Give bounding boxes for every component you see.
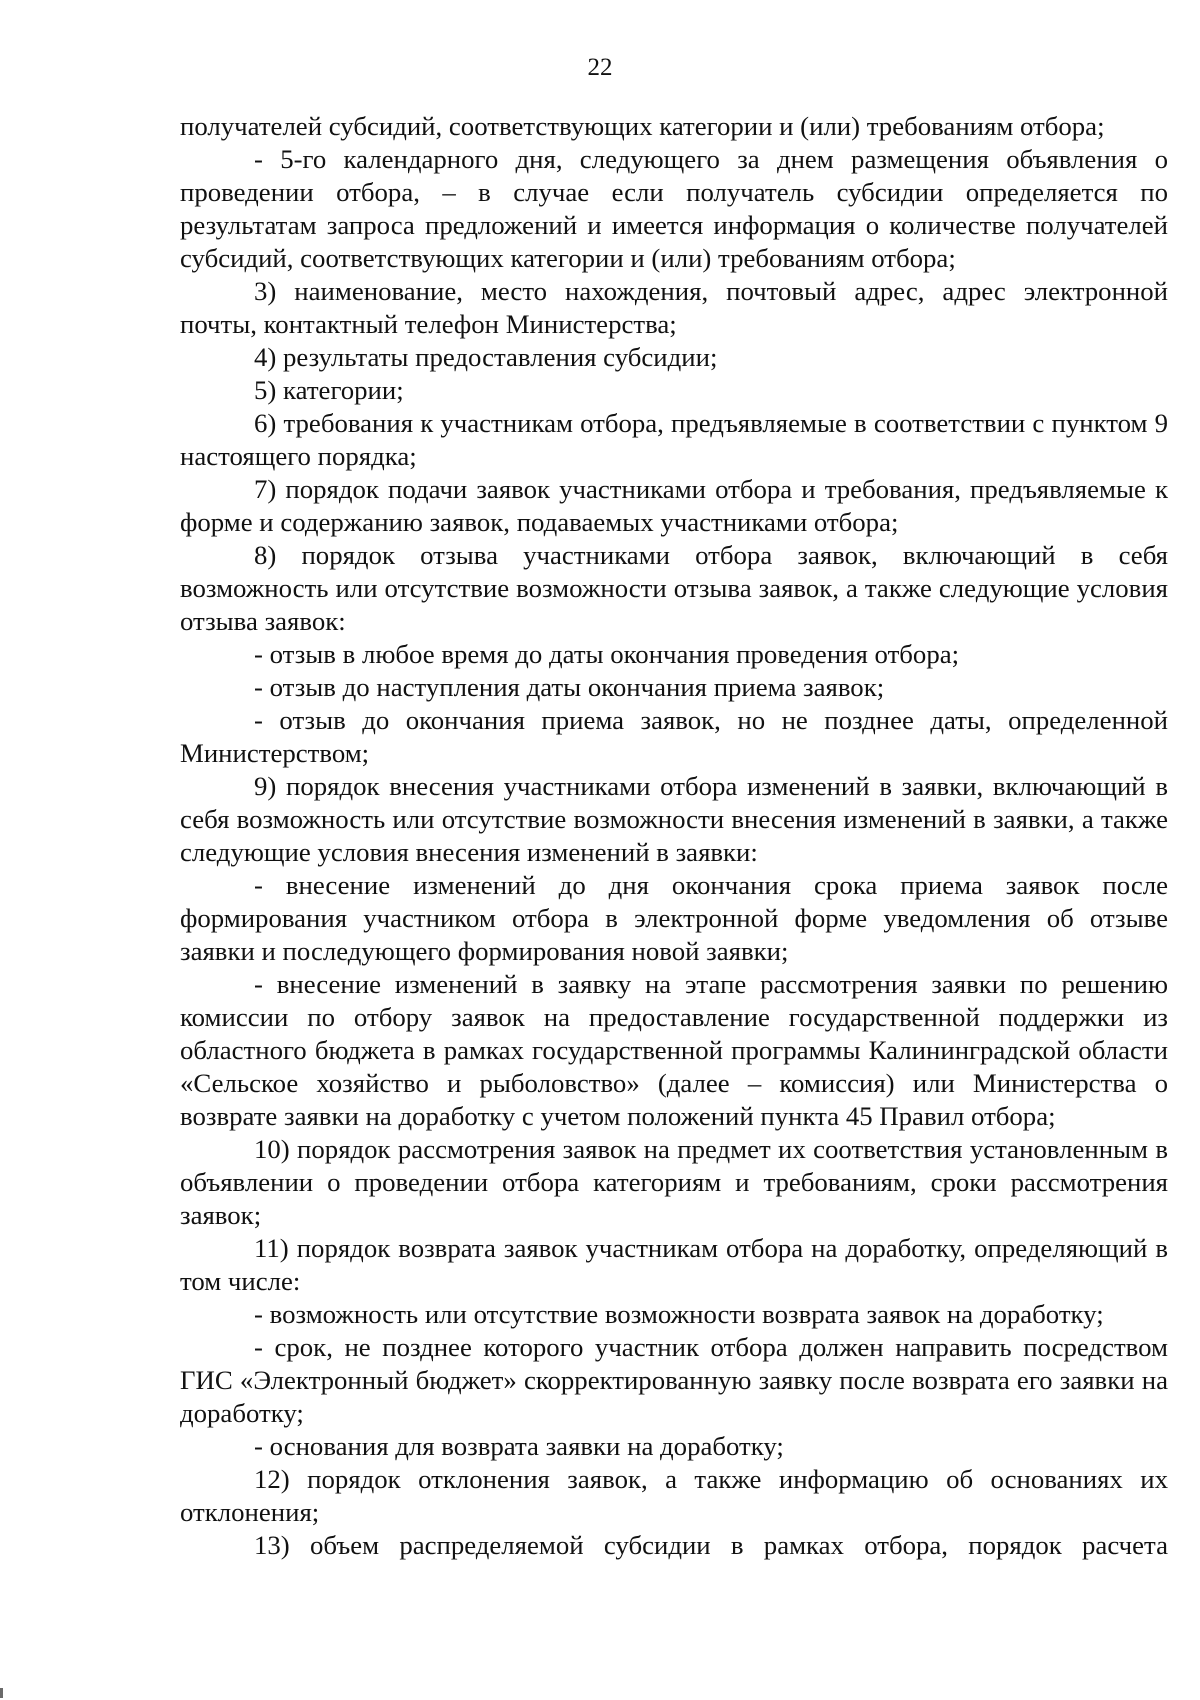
paragraph: - 5-го календарного дня, следующего за днем размещения объявления о проведении отбора, – в случае если получатель субсидии определяется по результатам запроса предложений и имеется информация о количестве получателей субсидий, соответствующих категории и (или) требованиям отбора; <box>180 144 1168 273</box>
paragraph: 13) объем распределяемой субсидии в рамках отбора, порядок расчета <box>254 1530 1168 1560</box>
paragraph: 11) порядок возврата заявок участникам отбора на доработку, определяющий в том числе: <box>180 1233 1168 1296</box>
paragraph: 8) порядок отзыва участниками отбора заявок, включающий в себя возможность или отсутствие возможности отзыва заявок, а также следующие условия отзыва заявок: <box>180 540 1168 636</box>
paragraph: 7) порядок подачи заявок участниками отбора и требования, предъявляемые к форме и содержанию заявок, подаваемых участниками отбора; <box>180 474 1168 537</box>
scan-edge-mark <box>0 1688 3 1698</box>
paragraph: 5) категории; <box>254 375 404 405</box>
paragraph: 4) результаты предоставления субсидии; <box>254 342 718 372</box>
paragraph: - основания для возврата заявки на доработку; <box>254 1431 784 1461</box>
paragraph: 6) требования к участникам отбора, предъявляемые в соответствии с пунктом 9 настоящего порядка; <box>180 408 1168 471</box>
paragraph: - внесение изменений в заявку на этапе рассмотрения заявки по решению комиссии по отбору заявок на предоставление государственной поддержки из областного бюджета в рамках государственной программы Калининградской области «Сельское хозяйство и рыболовство» (далее – комиссия) или Министерства о возврате заявки на доработку с учетом положений пункта 45 Правил отбора; <box>180 969 1168 1131</box>
paragraph: 9) порядок внесения участниками отбора изменений в заявки, включающий в себя возможность или отсутствие возможности внесения изменений в заявки, а также следующие условия внесения изменений в заявки: <box>180 771 1168 867</box>
paragraph: - срок, не позднее которого участник отбора должен направить посредством ГИС «Электронный бюджет» скорректированную заявку после возврата его заявки на доработку; <box>180 1332 1168 1428</box>
paragraph: - внесение изменений до дня окончания срока приема заявок после формирования участником отбора в электронной форме уведомления об отзыве заявки и последующего формирования новой заявки; <box>180 870 1168 966</box>
paragraph: 10) порядок рассмотрения заявок на предмет их соответствия установленным в объявлении о проведении отбора категориям и требованиям, сроки рассмотрения заявок; <box>180 1134 1168 1230</box>
paragraph: 3) наименование, место нахождения, почтовый адрес, адрес электронной почты, контактный телефон Министерства; <box>180 276 1168 339</box>
document-body <box>180 110 1168 1562</box>
paragraph: - отзыв до наступления даты окончания приема заявок; <box>254 672 885 702</box>
paragraph: - отзыв до окончания приема заявок, но не позднее даты, определенной Министерством; <box>180 705 1168 768</box>
page-number: 22 <box>587 54 613 81</box>
paragraph: 12) порядок отклонения заявок, а также информацию об основаниях их отклонения; <box>180 1464 1168 1527</box>
paragraph: получателей субсидий, соответствующих категории и (или) требованиям отбора; <box>180 111 1105 141</box>
paragraph: - возможность или отсутствие возможности возврата заявок на доработку; <box>254 1299 1104 1329</box>
paragraph: - отзыв в любое время до даты окончания проведения отбора; <box>254 639 960 669</box>
